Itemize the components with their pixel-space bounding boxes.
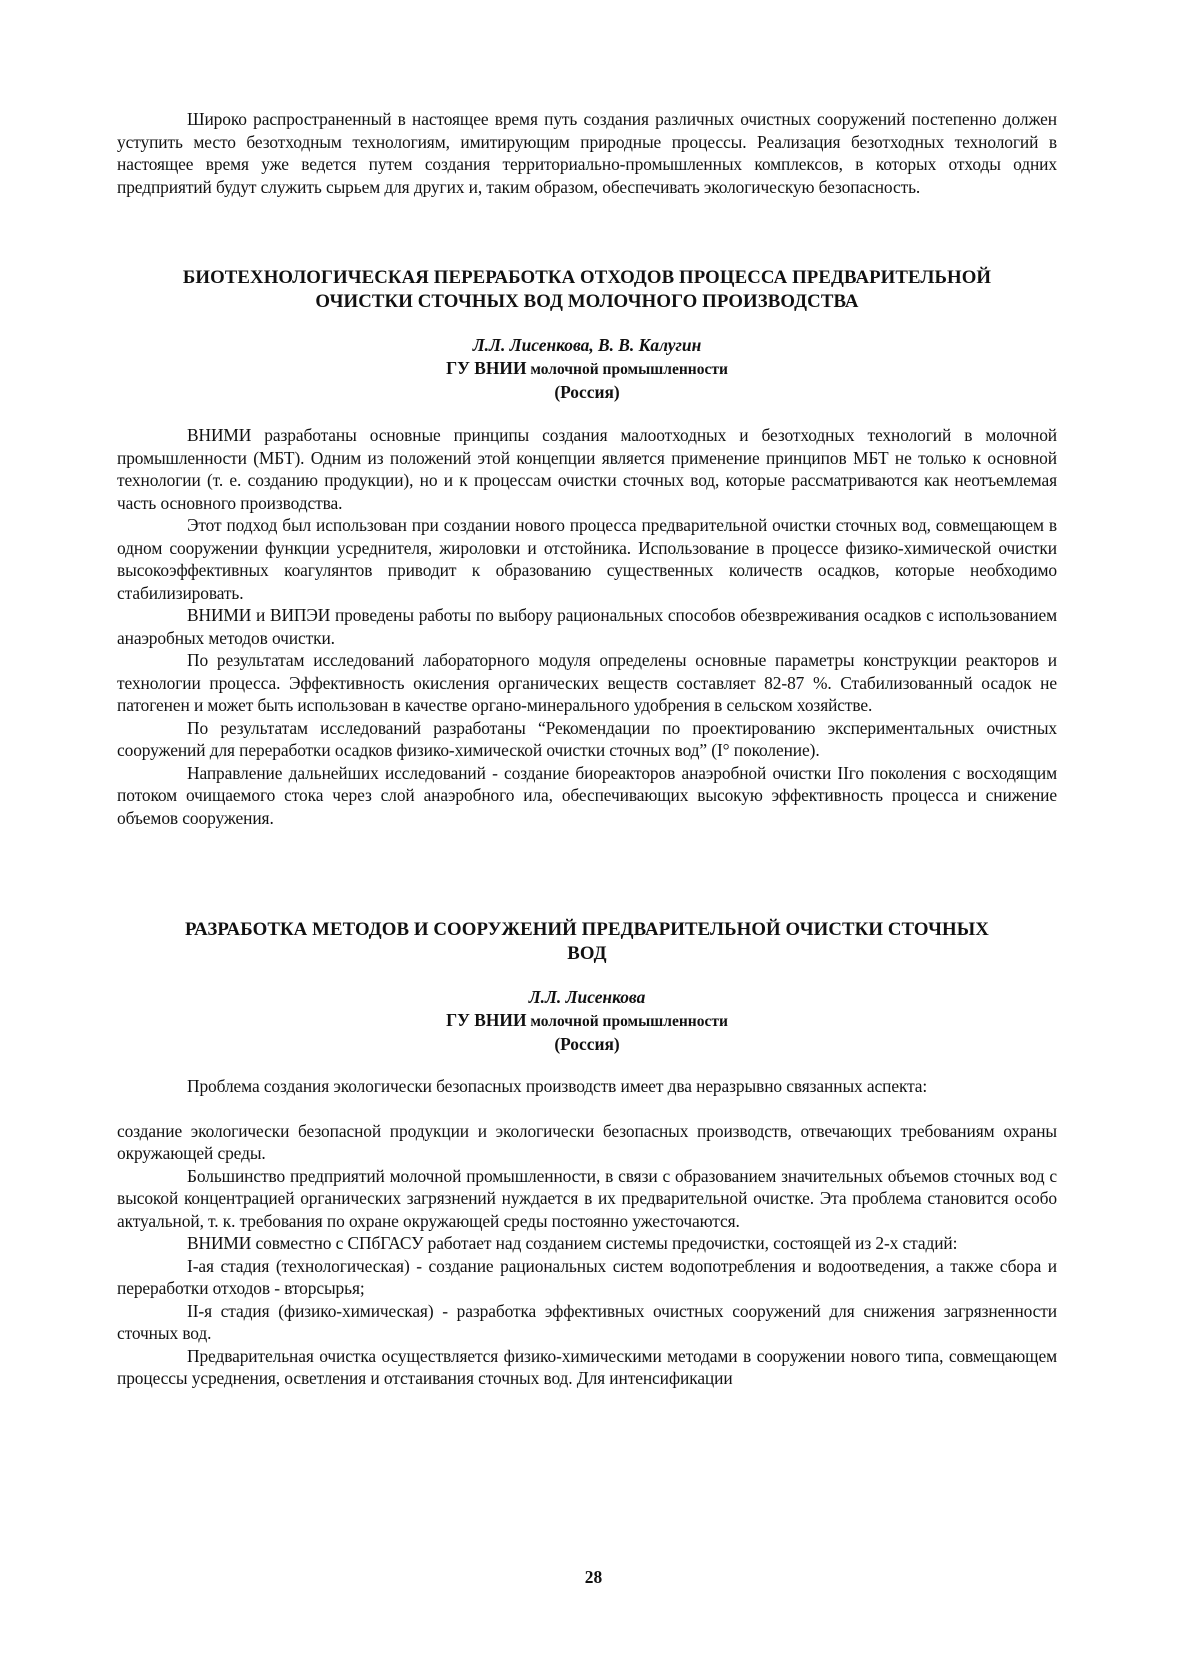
article-2-paragraph: I-ая стадия (технологическая) - создание рациональных систем водопотребления и водоотведения, а также сбора и переработки отходов - вторсырья; xyxy=(117,1255,1057,1298)
article-2-paragraph: создание экологически безопасной продукции и экологически безопасных производств, отвечающих требованиям охраны окружающей среды. xyxy=(117,1120,1057,1163)
article-2-title-line-2: ВОД xyxy=(567,943,607,964)
intro-block xyxy=(117,108,1057,198)
article-2-title xyxy=(117,918,1057,966)
article-1-paragraph: По результатам исследований разработаны “Рекомендации по проектированию экспериментальных очистных сооружений для переработки осадков физико-химической очистки сточных вод” (I° поколение). xyxy=(117,717,1057,760)
article-1-paragraph: Направление дальнейших исследований - создание биореакторов анаэробной очистки IIго поколения с восходящим потоком очищаемого стока через слой анаэробного ила, обеспечивающих высокую эффективность процесса и снижение объемов сооружения. xyxy=(117,762,1057,828)
article-2-body xyxy=(117,1075,1057,1390)
article-1-title xyxy=(117,266,1057,314)
article-2-authors: Л.Л. Лисенкова xyxy=(528,987,646,1007)
article-1-paragraph: ВНИМИ разработаны основные принципы создания малоотходных и безотходных технологий в молочной промышленности (МБТ). Одним из положений этой концепции является применение принципов МБТ не только к основной технологии (т. е. созданию продукции), но и к процессам очистки сточных вод, которые рассматриваются как неотъемлемая часть основного производства. xyxy=(117,425,1057,513)
article-2-organization: ГУ ВНИИ молочной промышленности xyxy=(446,1009,728,1030)
article-1-authors: Л.Л. Лисенкова, В. В. Калугин xyxy=(472,335,702,355)
article-1-country: (Россия) xyxy=(554,382,620,402)
article-2-paragraph: Предварительная очистка осуществляется физико-химическими методами в сооружении нового типа, совмещающем процессы усреднения, осветления и отстаивания сточных вод. Для интенсификации xyxy=(117,1345,1057,1388)
article-2-paragraph: ВНИМИ совместно с СПбГАСУ работает над созданием системы предочистки, состоящей из 2-х стадий: xyxy=(187,1233,958,1253)
article-1-byline xyxy=(117,334,1057,404)
article-1-paragraph: По результатам исследований лабораторного модуля определены основные параметры конструкции реакторов и технологии процесса. Эффективность окисления органических веществ составляет 82-87 %. Стабилизованный осадок не патогенен и может быть использован в качестве органо-минерального удобрения в сельском хозяйстве. xyxy=(117,650,1057,715)
intro-paragraph: Широко распространенный в настоящее время путь создания различных очистных сооружений постепенно должен уступить место безотходным технологиям, имитирующим природные процессы. Реализация безотходных технологий в настоящее время уже ведется путем создания территориально-промышленных комплексов, в которых отходы одних предприятий будут служить сырьем для других и, таким образом, обеспечивать экологическую безопасность. xyxy=(117,109,1057,197)
page-number: 28 xyxy=(584,1567,603,1587)
article-1-title-line-1: БИОТЕХНОЛОГИЧЕСКАЯ ПЕРЕРАБОТКА ОТХОДОВ ПРОЦЕССА ПРЕДВАРИТЕЛЬНОЙ xyxy=(182,267,992,288)
article-1-body xyxy=(117,424,1057,829)
article-2-title-line-1: РАЗРАБОТКА МЕТОДОВ И СООРУЖЕНИЙ ПРЕДВАРИТЕЛЬНОЙ ОЧИСТКИ СТОЧНЫХ xyxy=(185,919,989,940)
article-1-title-line-2: ОЧИСТКИ СТОЧНЫХ ВОД МОЛОЧНОГО ПРОИЗВОДСТВА xyxy=(315,291,859,312)
article-2-paragraph: Большинство предприятий молочной промышленности, в связи с образованием значительных объемов сточных вод с высокой концентрацией органических загрязнений нуждается в их предварительной очистке. Эта проблема становится особо актуальной, т. к. требования по охране окружающей среды постоянно ужесточаются. xyxy=(117,1165,1057,1231)
article-2-byline xyxy=(117,986,1057,1056)
article-1-paragraph: ВНИМИ и ВИПЭИ проведены работы по выбору рациональных способов обезвреживания осадков с использованием анаэробных методов очистки. xyxy=(117,605,1057,648)
article-2-paragraph: II-я стадия (физико-химическая) - разработка эффективных очистных сооружений для снижения загрязненности сточных вод. xyxy=(117,1300,1057,1343)
article-1-paragraph: Этот подход был использован при создании нового процесса предварительной очистки сточных вод, совмещающем в одном сооружении функции усреднителя, жироловки и отстойника. Использование в процессе физико-химической очистки высокоэффективных коагулянтов приводит к образованию существенных количеств осадков, которые необходимо стабилизировать. xyxy=(117,515,1057,603)
article-2-paragraph: Проблема создания экологически безопасных производств имеет два неразрывно связанных аспекта: xyxy=(187,1076,928,1096)
article-1-organization: ГУ ВНИИ молочной промышленности xyxy=(446,357,728,378)
article-2-country: (Россия) xyxy=(554,1034,620,1054)
